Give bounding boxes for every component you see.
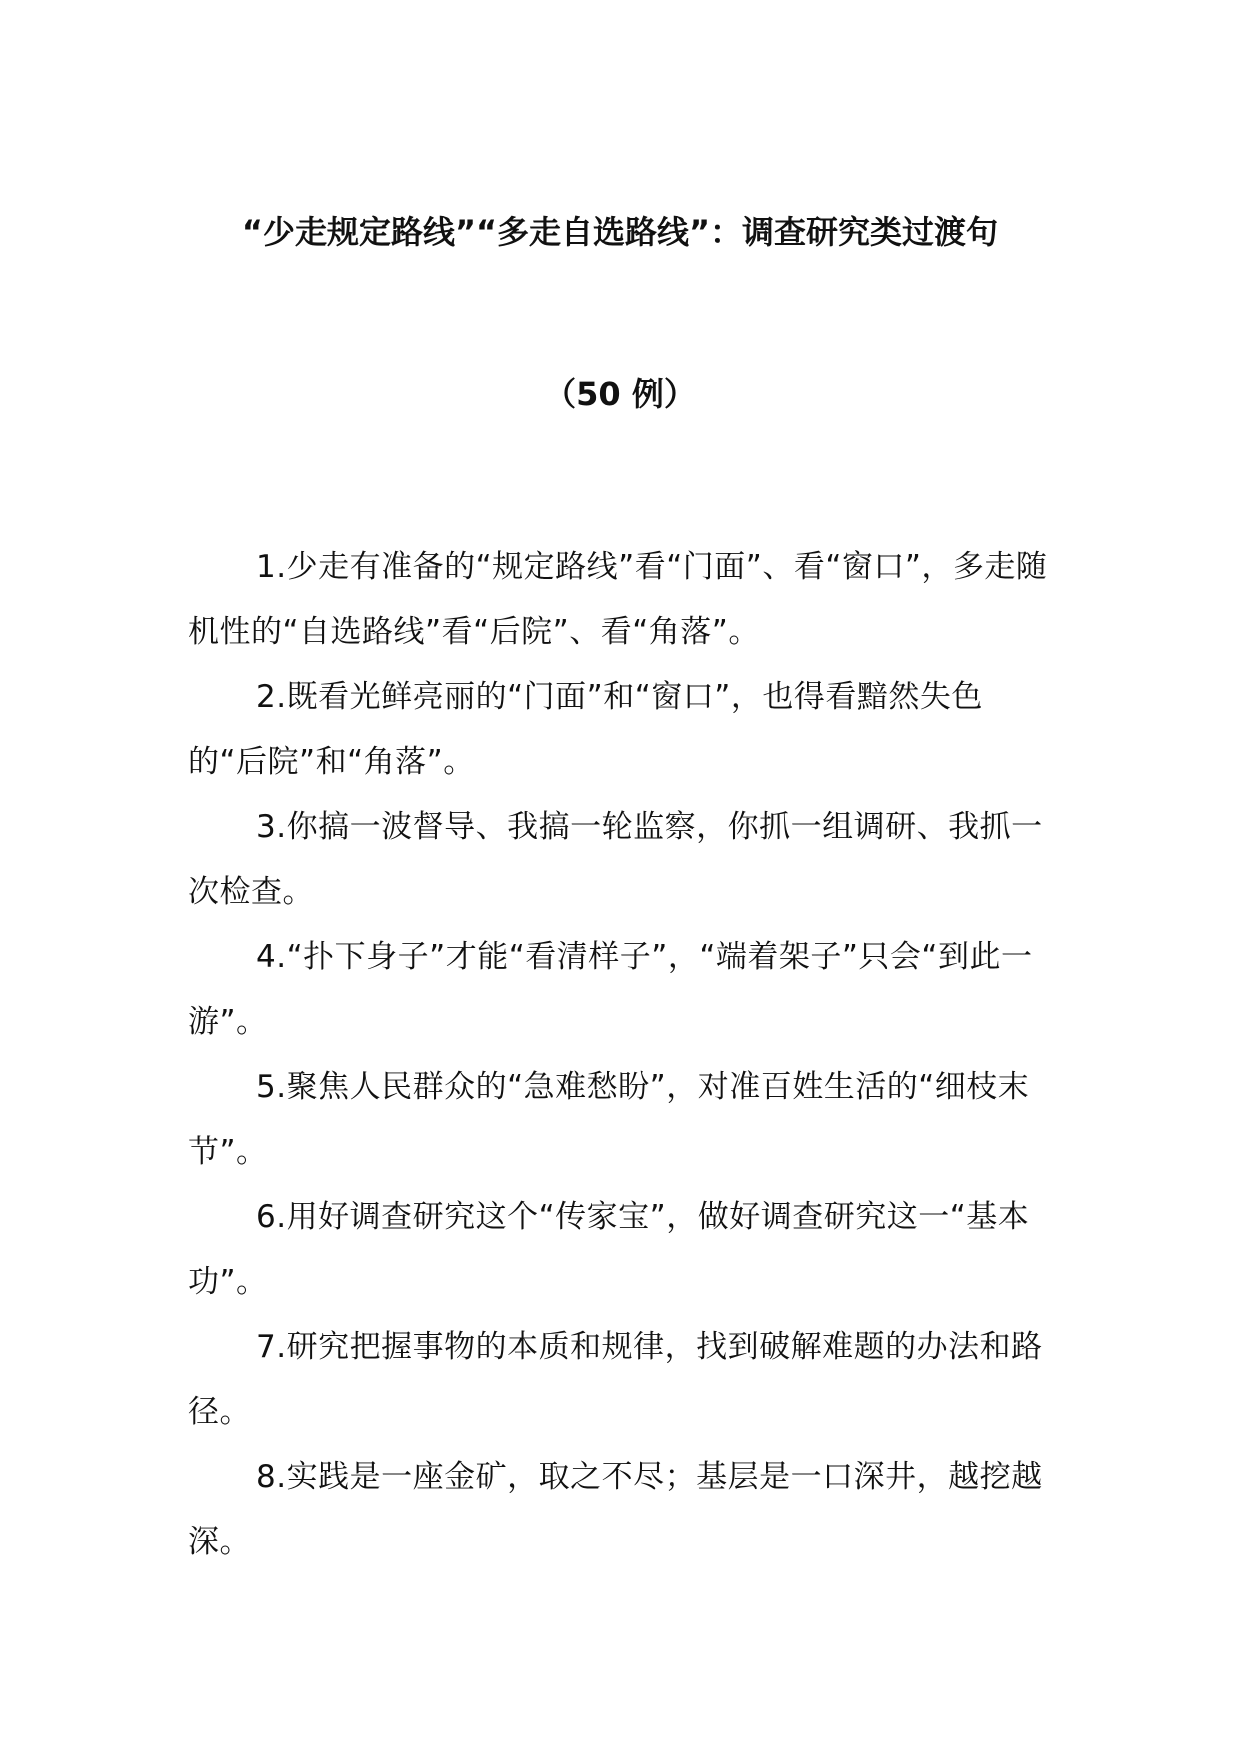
document-body [188,535,1054,1575]
paragraph-3: 3.你搞一波督导、我搞一轮监察，你抓一组调研、我抓一次检查。 [188,809,1043,910]
document-title: “少走规定路线”“多走自选路线”：调查研究类过渡句 [241,213,999,251]
paragraph-7: 7.研究把握事物的本质和规律，找到破解难题的办法和路径。 [188,1329,1043,1430]
paragraph-5: 5.聚焦人民群众的“急难愁盼”，对准百姓生活的“细枝末节”。 [188,1069,1030,1170]
paragraph-1: 1.少走有准备的“规定路线”看“门面”、看“窗口”，多走随机性的“自选路线”看“后院”、看“角落”。 [188,549,1048,650]
paragraph-2: 2.既看光鲜亮丽的“门面”和“窗口”，也得看黯然失色的“后院”和“角落”。 [188,679,983,780]
paragraph-6: 6.用好调查研究这个“传家宝”，做好调查研究这一“基本功”。 [188,1199,1030,1300]
document-subtitle: （50 例） [544,375,696,413]
paragraph-4: 4.“扑下身子”才能“看清样子”，“端着架子”只会“到此一游”。 [188,939,1033,1040]
paragraph-8: 8.实践是一座金矿，取之不尽；基层是一口深井，越挖越深。 [188,1459,1043,1560]
